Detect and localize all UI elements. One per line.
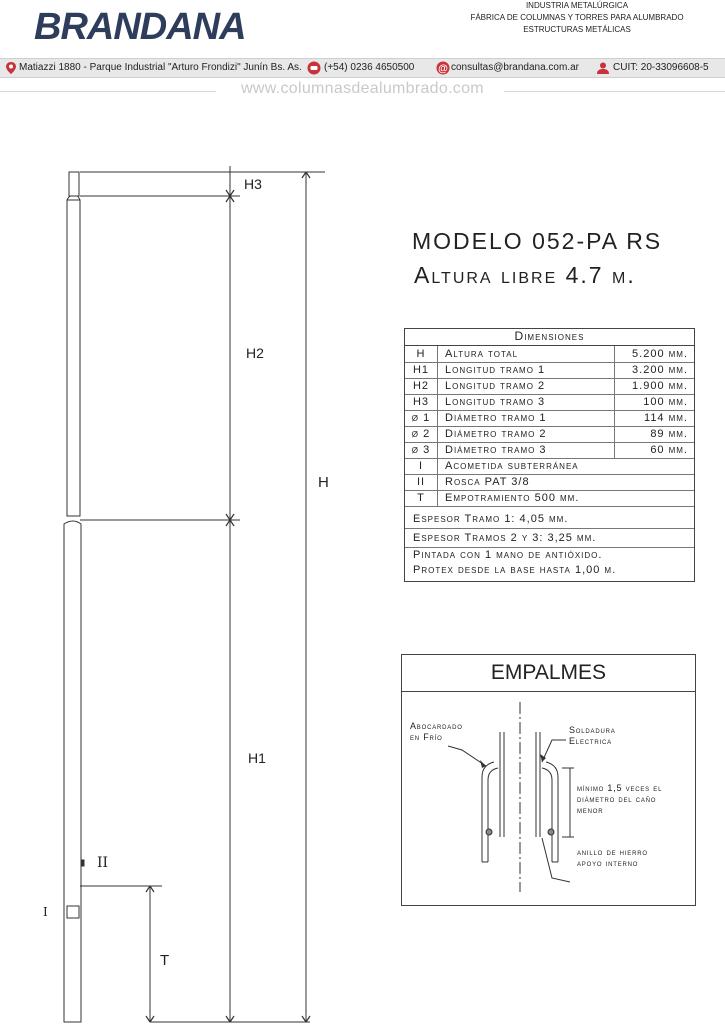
address-text: Matiazzi 1880 - Parque Industrial "Arturo Frondizi" Junín Bs. As. — [19, 62, 302, 73]
svg-text:@: @ — [438, 63, 448, 75]
table-row — [405, 442, 694, 459]
table-row — [405, 458, 694, 475]
label-h3: H3 — [244, 176, 262, 192]
row-value: 114 mm. — [644, 412, 688, 424]
row-label: Longitud tramo 3 — [445, 396, 546, 408]
company-logo: BRANDANA — [34, 6, 246, 48]
pole-taper — [67, 196, 80, 200]
table-row — [405, 426, 694, 443]
table-row — [405, 394, 694, 411]
label-h: H — [318, 474, 329, 491]
phone-link[interactable]: (+54) 0236 4650500 — [324, 62, 415, 73]
abocardado-label: Abocardado en Frío — [410, 721, 463, 742]
row-label: Diámetro tramo 1 — [445, 412, 547, 424]
row-symbol: H3 — [405, 394, 438, 410]
dimensions-heading: Dimensiones — [405, 329, 694, 346]
rosca-marker — [81, 860, 84, 866]
note-text: Espesor Tramo 1: 4,05 mm. — [413, 513, 569, 525]
anillo-label: anillo de hierro apoyo interno — [577, 847, 648, 868]
row-symbol: T — [405, 490, 438, 506]
label-ii: II — [97, 855, 109, 871]
pole-section-2 — [67, 200, 80, 516]
company-line: INDUSTRIA METALÚRGICA — [525, 1, 629, 10]
row-label: Diámetro tramo 2 — [445, 428, 547, 440]
note-text: Espesor Tramos 2 y 3: 3,25 mm. — [413, 532, 597, 544]
row-label: Acometida subterránea — [445, 460, 579, 472]
pole-section-3 — [69, 172, 79, 196]
row-symbol: H1 — [405, 362, 438, 378]
empalmes-title: EMPALMES — [402, 655, 695, 692]
row-label: Diámetro tramo 3 — [445, 444, 547, 456]
row-symbol: H — [405, 346, 438, 362]
dimensions-table — [404, 328, 695, 582]
table-row — [405, 410, 694, 427]
note-text: Protex desde la base hasta 1,00 m. — [413, 564, 617, 576]
acometida-box — [67, 906, 79, 918]
website-link[interactable]: www.columnasdealumbrado.com — [241, 80, 484, 97]
row-value: 100 mm. — [643, 396, 688, 408]
row-symbol: ø 1 — [405, 410, 438, 426]
email-at-icon — [436, 61, 450, 75]
row-label: Longitud tramo 2 — [445, 380, 546, 392]
row-symbol: I — [405, 458, 438, 474]
row-label: Altura total — [445, 348, 519, 360]
row-value: 60 mm. — [650, 444, 688, 456]
row-value: 89 mm. — [650, 428, 688, 440]
table-row — [405, 378, 694, 395]
table-row — [405, 474, 694, 491]
table-row — [405, 362, 694, 379]
row-label: Longitud tramo 1 — [445, 364, 546, 376]
row-symbol: II — [405, 474, 438, 490]
row-value: 1.900 mm. — [632, 380, 688, 392]
minimo-label: mínimo 1,5 veces el diámetro del caño menor — [577, 783, 663, 815]
cuit-text: CUIT: 20-33096608-5 — [613, 62, 709, 73]
pole-section-1 — [64, 521, 81, 1022]
row-label: Rosca PAT 3/8 — [445, 476, 530, 488]
table-row — [405, 490, 694, 507]
company-line: ESTRUCTURAS METÁLICAS — [523, 25, 631, 34]
label-i: I — [43, 905, 48, 919]
label-h2: H2 — [246, 345, 264, 361]
email-link[interactable]: consultas@brandana.com.ar — [451, 62, 579, 73]
empalmes-panel — [401, 654, 696, 906]
note-text: Pintada con 1 mano de antióxido. — [413, 549, 603, 561]
person-icon — [596, 61, 610, 75]
model-title: MODELO 052-PA RS — [412, 228, 663, 254]
row-value: 3.200 mm. — [632, 364, 688, 376]
soldadura-label: Soldadura Electrica — [569, 725, 616, 746]
row-symbol: ø 2 — [405, 426, 438, 442]
row-label: Empotramiento 500 mm. — [445, 492, 580, 504]
company-description — [457, 0, 697, 36]
table-row — [405, 346, 694, 363]
company-line: FÁBRICA DE COLUMNAS Y TORRES PARA ALUMBRADO — [470, 13, 684, 22]
row-symbol: H2 — [405, 378, 438, 394]
row-symbol: ø 3 — [405, 442, 438, 458]
row-value: 5.200 mm. — [632, 348, 688, 360]
label-h1: H1 — [248, 750, 266, 766]
model-subtitle: Altura libre 4.7 m. — [414, 262, 636, 288]
label-t: T — [160, 952, 170, 969]
